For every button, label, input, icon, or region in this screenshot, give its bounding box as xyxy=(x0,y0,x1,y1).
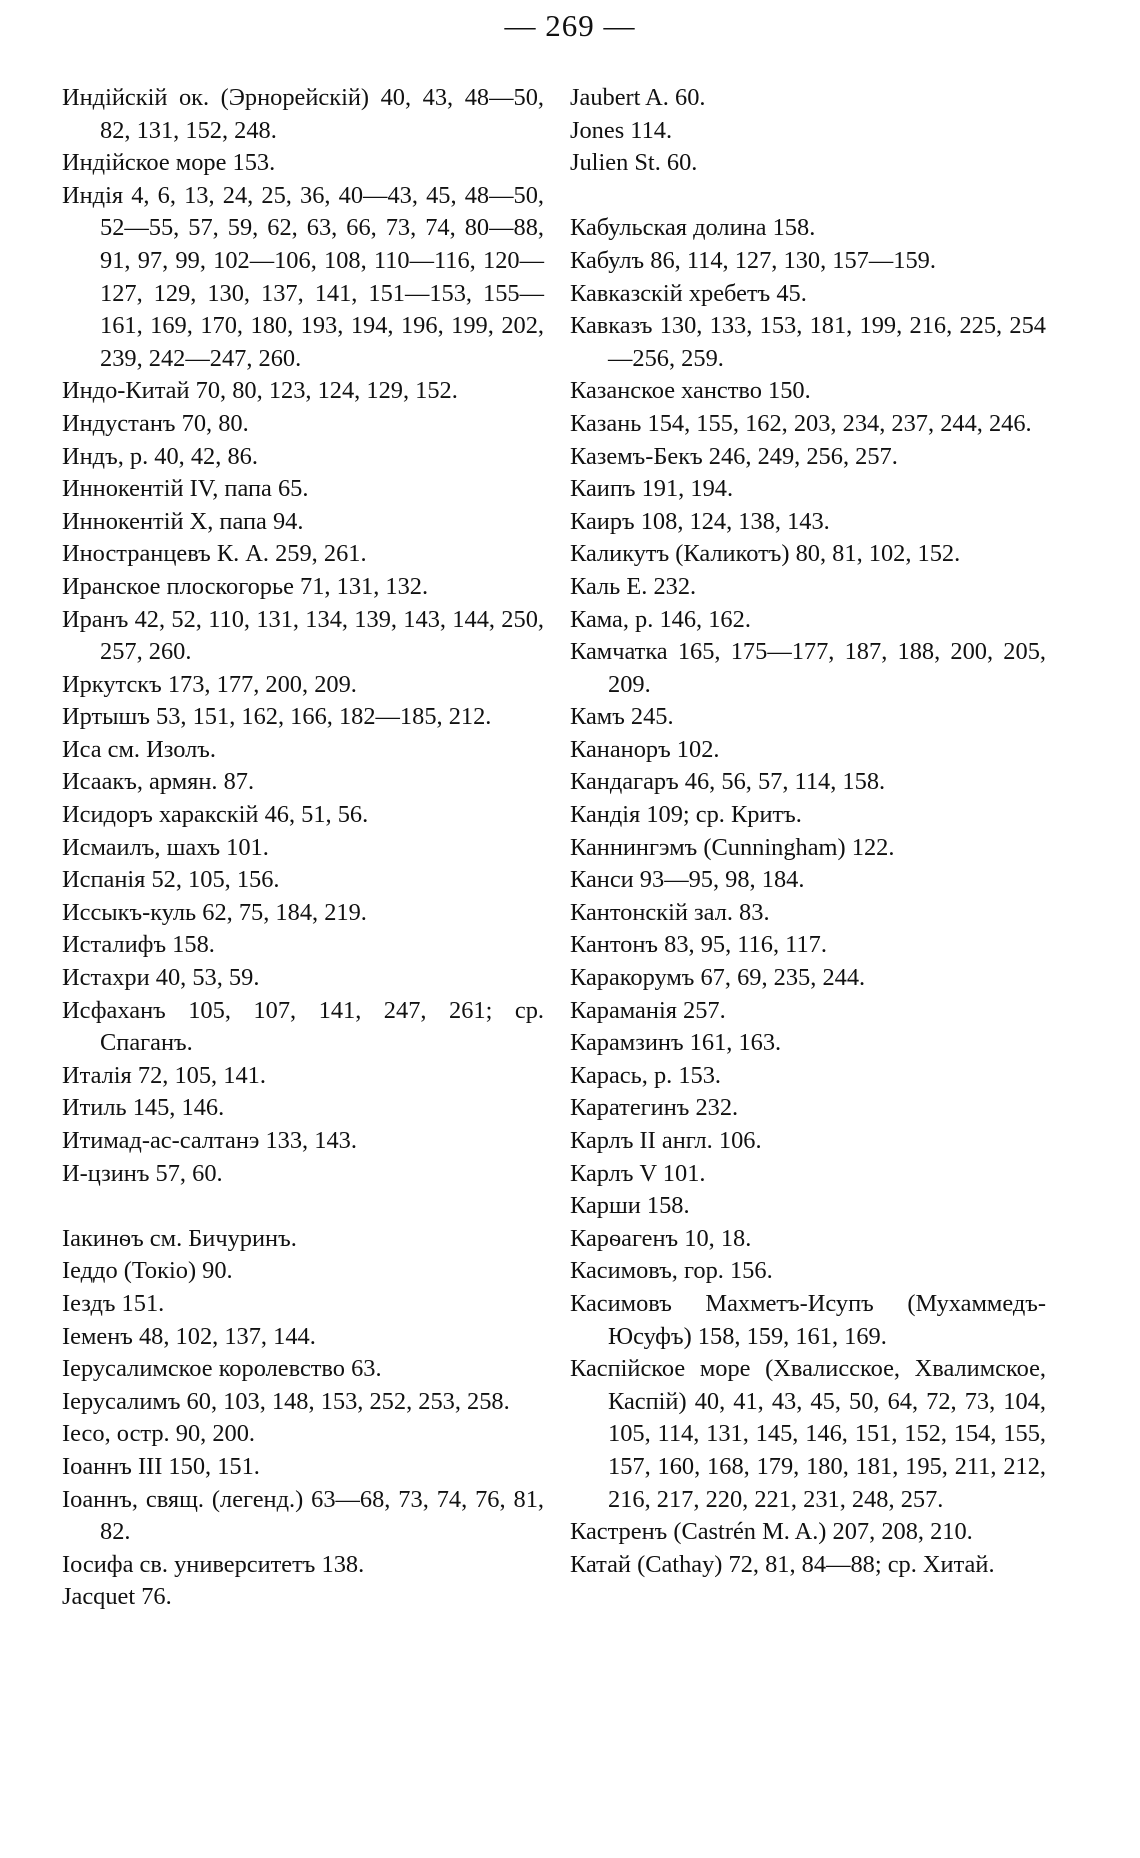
index-entry: Кананоръ 102. xyxy=(570,735,720,763)
index-entry: Иранское плоскогорье 71, 131, 132. xyxy=(62,572,429,600)
index-entry: Иранъ 42, 52, 110, 131, 134, 139, 143, 144, 250, 257, 260. xyxy=(62,605,544,666)
index-entry: Jaubert A. 60. xyxy=(570,84,706,111)
index-entry: Кабульская долина 158. xyxy=(570,214,816,242)
index-entry: Иностранцевъ К. А. 259, 261. xyxy=(62,540,367,568)
index-entry: Кавказскій хребетъ 45. xyxy=(570,279,807,307)
index-entry: Каракорумъ 67, 69, 235, 244. xyxy=(570,964,866,992)
index-entry: Индія 4, 6, 13, 24, 25, 36, 40—43, 45, 48—50, 52—55, 57, 59, 62, 63, 66, 73, 74, 80—88, 91, 97, 99, 102—106, 108, 110—116, 120—127, 129, 130, 137, 141, 151—153, 155—161, 169, 170, 180, 193, 194, 196, 199, 202, 239, 242—247, 260. xyxy=(62,181,544,372)
index-entry: Итимад-ас-салтанэ 133, 143. xyxy=(62,1127,357,1154)
index-entry: Іесо, остр. 90, 200. xyxy=(62,1420,256,1448)
index-entry: Іерусалимское королевство 63. xyxy=(62,1355,382,1383)
index-entry: Іерусалимъ 60, 103, 148, 153, 252, 253, 258. xyxy=(62,1387,510,1415)
index-entry: Исталифъ 158. xyxy=(62,931,215,959)
index-entry: Итиль 145, 146. xyxy=(62,1094,225,1122)
index-entry: Канси 93—95, 98, 184. xyxy=(570,866,805,894)
index-entry: Касимовъ Махметъ-Исупъ (Мухаммедъ-Юсуфъ) 158, 159, 161, 169. xyxy=(570,1289,1046,1350)
index-entry: Іоаннъ, свящ. (легенд.) 63—68, 73, 74, 76, 81, 82. xyxy=(62,1485,544,1546)
index-entry: Карась, р. 153. xyxy=(570,1061,722,1089)
index-gap xyxy=(570,180,1046,213)
index-entry: Кама, р. 146, 162. xyxy=(570,605,751,633)
index-entry: Иссыкъ-куль 62, 75, 184, 219. xyxy=(62,898,367,926)
index-entry: Jacquet 76. xyxy=(62,1583,172,1611)
index-entry: Исидоръ харакскій 46, 51, 56. xyxy=(62,801,369,829)
index-entry: Кавказъ 130, 133, 153, 181, 199, 216, 225, 254—256, 259. xyxy=(570,312,1046,372)
index-entry: Іездъ 151. xyxy=(62,1289,165,1317)
index-entry: Камчатка 165, 175—177, 187, 188, 200, 205, 209. xyxy=(570,638,1046,698)
index-entry: Касимовъ, гор. 156. xyxy=(570,1257,773,1285)
index-entry: Каспійское море (Хвалисское, Хвалимское, Каспій) 40, 41, 43, 45, 50, 64, 72, 73, 104, 105, 114, 131, 145, 146, 151, 152, 154, 155, 157, 160, 168, 179, 180, 181, 195, 211, 212, 216, 217, 220, 221, 231, 248, 257. xyxy=(570,1355,1046,1513)
index-entry: Катай (Cathay) 72, 81, 84—88; ср. Хитай. xyxy=(570,1550,995,1578)
index-entry: Караманія 257. xyxy=(570,996,726,1024)
index-entry: Каликутъ (Каликотъ) 80, 81, 102, 152. xyxy=(570,540,961,568)
index-entry: Исмаилъ, шахъ 101. xyxy=(62,833,269,861)
index-entry: Казанское ханство 150. xyxy=(570,377,811,405)
index-entry: Индійское море 153. xyxy=(62,149,276,177)
index-entry: Индійскій ок. (Эрнорейскій) 40, 43, 48—50, 82, 131, 152, 248. xyxy=(62,84,544,144)
index-entry: И-цзинъ 57, 60. xyxy=(62,1159,223,1187)
index-entry: Индустанъ 70, 80. xyxy=(62,409,249,437)
index-entry: Карлъ V 101. xyxy=(570,1159,706,1187)
index-entry: Индъ, р. 40, 42, 86. xyxy=(62,442,258,470)
index-entry: Иртышъ 53, 151, 162, 166, 182—185, 212. xyxy=(62,703,492,731)
index-entry: Іеддо (Токіо) 90. xyxy=(62,1257,233,1285)
index-entry: Карлъ II англ. 106. xyxy=(570,1127,762,1154)
index-entry: Кандія 109; ср. Критъ. xyxy=(570,801,802,829)
index-entry: Иркутскъ 173, 177, 200, 209. xyxy=(62,670,357,698)
index-entry: Іосифа св. университетъ 138. xyxy=(62,1550,365,1578)
index-entry: Іакинѳъ см. Бичуринъ. xyxy=(62,1224,297,1252)
index-entry: Казань 154, 155, 162, 203, 234, 237, 244, 246. xyxy=(570,409,1032,437)
index-column-left xyxy=(62,82,544,1614)
index-entry: Исаакъ, армян. 87. xyxy=(62,768,255,796)
index-entry: Камъ 245. xyxy=(570,703,674,731)
index-entry: Каипъ 191, 194. xyxy=(570,475,734,503)
index-entry: Кастренъ (Castrén M. A.) 207, 208, 210. xyxy=(570,1518,973,1546)
index-entry: Каннингэмъ (Cunningham) 122. xyxy=(570,833,895,861)
index-entry: Иннокентій IV, папа 65. xyxy=(62,475,309,503)
index-entry: Испанія 52, 105, 156. xyxy=(62,866,280,894)
index-entry: Каль Е. 232. xyxy=(570,572,697,600)
index-entry: Индо-Китай 70, 80, 123, 124, 129, 152. xyxy=(62,377,458,405)
index-entry: Карши 158. xyxy=(570,1192,690,1220)
index-entry: Jones 114. xyxy=(570,116,673,144)
index-entry: Кабулъ 86, 114, 127, 130, 157—159. xyxy=(570,246,936,274)
index-entry: Каиръ 108, 124, 138, 143. xyxy=(570,507,830,535)
index-entry: Кантонъ 83, 95, 116, 117. xyxy=(570,931,827,959)
index-entry: Карамзинъ 161, 163. xyxy=(570,1029,782,1057)
index-column-right xyxy=(570,82,1046,1581)
page-number: — 269 — xyxy=(504,8,636,43)
index-entry: Карѳагенъ 10, 18. xyxy=(570,1224,752,1252)
index-entry: Кантонскій зал. 83. xyxy=(570,898,770,926)
index-entry: Іоаннъ III 150, 151. xyxy=(62,1452,260,1480)
index-entry: Истахри 40, 53, 59. xyxy=(62,964,260,992)
index-entry: Каземъ-Бекъ 246, 249, 256, 257. xyxy=(570,442,898,470)
index-entry: Иса см. Изолъ. xyxy=(62,735,216,763)
index-entry: Іеменъ 48, 102, 137, 144. xyxy=(62,1322,316,1350)
index-entry: Каратегинъ 232. xyxy=(570,1094,739,1122)
index-entry: Кандагаръ 46, 56, 57, 114, 158. xyxy=(570,768,886,796)
index-entry: Исфаханъ 105, 107, 141, 247, 261; ср. Спаганъ. xyxy=(62,996,544,1057)
index-entry: Иннокентій X, папа 94. xyxy=(62,507,304,535)
index-entry: Италія 72, 105, 141. xyxy=(62,1061,266,1089)
index-entry: Julien St. 60. xyxy=(570,149,698,177)
index-gap xyxy=(62,1190,544,1223)
